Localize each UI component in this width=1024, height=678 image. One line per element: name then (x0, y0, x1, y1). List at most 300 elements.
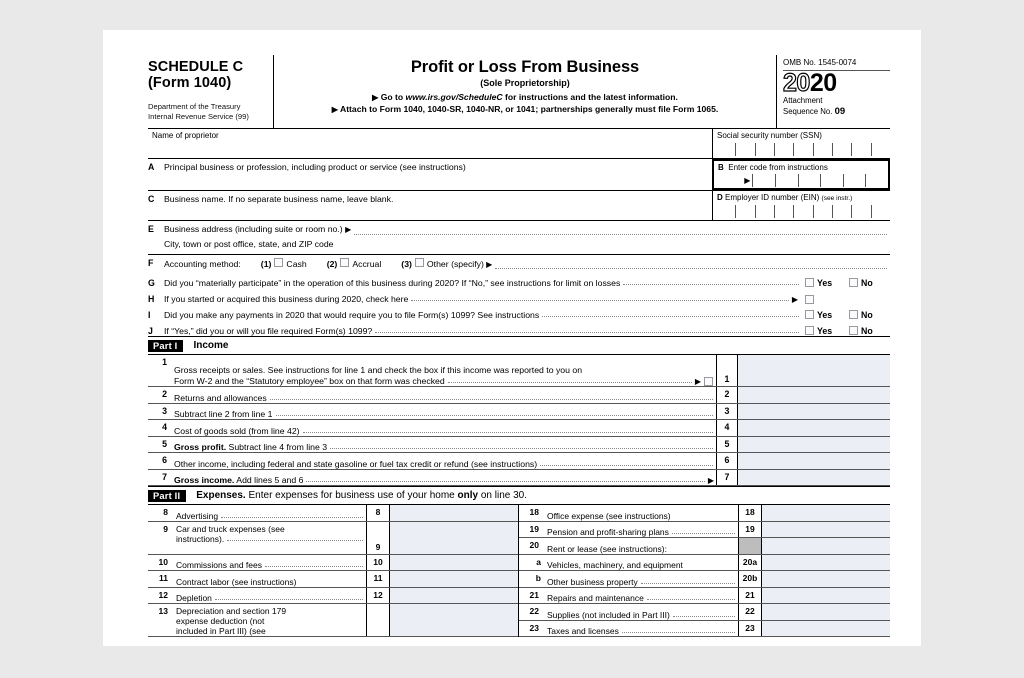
line-text (174, 404, 716, 420)
attach-text: Attach to Form 1040, 1040-SR, 1040-NR, or 1041; partnerships generally must file Form 1065. (339, 104, 719, 114)
line-number: 4 (162, 422, 167, 432)
line-e-row[interactable] (148, 221, 890, 238)
dotted-fill (227, 540, 363, 541)
line-text-2: Form W-2 and the “Statutory employee” box on that form was checked (174, 376, 445, 386)
name-ssn-row (148, 129, 890, 159)
part2-columns (148, 505, 890, 637)
ssn-cell[interactable] (774, 143, 793, 156)
line-text-row2 (174, 376, 716, 386)
expense-amount-21[interactable] (762, 588, 890, 604)
option-2-label: Accrual (352, 259, 382, 269)
dotted-fill (647, 599, 735, 600)
dotted-fill (672, 533, 735, 534)
no-label: No (861, 310, 873, 320)
expense-box-number: 20b (738, 571, 762, 587)
question-row-h (148, 288, 890, 304)
line-a-row (148, 159, 890, 191)
line-c-field[interactable] (148, 191, 712, 220)
header-center (273, 55, 777, 128)
expense-box-number: 8 (366, 505, 390, 521)
income-line-6 (148, 453, 890, 470)
expense-box-number (738, 538, 762, 554)
part2-title (196, 490, 527, 501)
tax-year (783, 71, 890, 96)
income-line-3 (148, 404, 890, 421)
expense-line-13 (148, 604, 518, 637)
part1-title: Income (193, 340, 229, 351)
dotted-fill (622, 632, 735, 633)
dotted-fill (215, 599, 363, 600)
expense-number: 11 (159, 573, 168, 583)
year-block (783, 70, 890, 118)
accounting-method-group (164, 258, 492, 272)
attach-line (280, 104, 770, 114)
expense-line-9 (148, 522, 518, 555)
expense-line-10 (148, 555, 518, 572)
expense-amount-12[interactable] (390, 588, 518, 604)
expense-amount-9[interactable] (390, 522, 518, 554)
expense-line-23 (519, 621, 890, 638)
line-d-label (717, 193, 890, 202)
right-arrow-icon: ▶ (483, 260, 493, 269)
expense-line-18 (519, 505, 890, 522)
expense-line-b (519, 571, 890, 588)
department-block (148, 102, 273, 121)
dotted-fill (306, 481, 704, 482)
sequence-label: Sequence No. (783, 106, 833, 116)
line-c-row (148, 191, 890, 221)
expense-number: 12 (158, 589, 168, 600)
part2-title-only: only (457, 490, 479, 501)
line-number: 6 (162, 455, 167, 465)
right-arrow-icon: ▶ (791, 295, 798, 304)
ssn-label: Social security number (SSN) (717, 131, 822, 140)
line-text (174, 387, 716, 403)
expense-text (545, 505, 738, 521)
line-c-text: Business name. If no separate business name, leave blank. (164, 194, 394, 204)
line-bold-lead: Gross profit. (174, 442, 227, 452)
expense-amount-10[interactable] (390, 555, 518, 571)
part1-tag: Part I (148, 340, 183, 352)
expense-number: 13 (158, 606, 168, 616)
proprietor-name-label: Name of proprietor (152, 131, 219, 140)
expense-box-number: 19 (738, 522, 762, 538)
expense-text (545, 538, 738, 554)
ssn-cell[interactable] (793, 143, 812, 156)
amount-field-6[interactable] (738, 453, 890, 469)
ssn-cells[interactable] (717, 143, 890, 156)
question-j-yes-checkbox[interactable] (805, 326, 814, 335)
expense-amount-20b[interactable] (762, 571, 890, 587)
yes-option[interactable] (802, 310, 846, 320)
line-a-field[interactable] (148, 159, 712, 190)
no-option[interactable] (846, 278, 890, 288)
ssn-cell[interactable] (717, 143, 735, 156)
expense-text (545, 604, 738, 620)
expense-text (174, 571, 366, 587)
income-line-2 (148, 387, 890, 404)
expense-number: 20 (529, 540, 539, 550)
goto-line (280, 92, 770, 102)
expense-text (545, 522, 738, 538)
expense-text-2-content: expense deduction (not (176, 616, 265, 626)
ein-cells[interactable] (717, 205, 890, 218)
expense-number: b (535, 573, 541, 583)
line-text-content: Gross income. Add lines 5 and 6 (174, 475, 304, 485)
schedule-letter: SCHEDULE C (148, 59, 244, 75)
yes-option[interactable] (802, 278, 846, 288)
line-e-spacer (148, 239, 164, 254)
dotted-fill (540, 465, 713, 466)
line-text-content: Other income, including federal and state gasoline or fuel tax credit or refund (see instructions) (174, 458, 538, 469)
dotted-fill (303, 432, 713, 433)
income-line-4 (148, 420, 890, 437)
code-arrow-icon: ▶ (744, 176, 751, 185)
dotted-fill (623, 284, 799, 285)
expense-amount-23[interactable] (762, 621, 890, 637)
question-row-i (148, 304, 890, 320)
line-d-text: Employer ID number (EIN) (725, 193, 820, 202)
expense-text (545, 555, 738, 571)
expense-line-19 (519, 522, 890, 539)
ein-cell[interactable] (755, 205, 774, 218)
income-line-7 (148, 470, 890, 487)
line-f-letter: F (148, 258, 154, 268)
goto-suffix: for instructions and the latest information. (502, 92, 678, 102)
amount-field-1[interactable] (738, 355, 890, 386)
right-arrow-icon: ▶ (331, 105, 338, 114)
line-bold-lead: Gross income. (174, 475, 235, 485)
part2-left-column (148, 505, 519, 637)
ssn-cell[interactable] (755, 143, 774, 156)
line-e-city-row[interactable] (148, 238, 890, 255)
proprietor-name-field[interactable] (148, 129, 712, 158)
expense-text-content: Supplies (not included in Part III) (547, 609, 670, 620)
dotted-fill (641, 583, 735, 584)
question-letter: G (148, 278, 155, 288)
yes-option[interactable] (802, 326, 846, 336)
line-box-number: 3 (716, 404, 738, 420)
checkbox-cell (802, 295, 890, 304)
expense-line-8 (148, 505, 518, 522)
statutory-employee-checkbox[interactable] (704, 377, 713, 386)
line-f-dotted-fill (495, 268, 887, 269)
line-text-content: Gross profit. Subtract line 4 from line 3 (174, 442, 328, 452)
dotted-fill (448, 382, 692, 383)
attachment-sequence (783, 96, 890, 118)
expense-text-2 (176, 534, 366, 544)
expense-text-content: Pension and profit-sharing plans (547, 527, 669, 537)
ein-cell[interactable] (871, 205, 890, 218)
line-text-row1: Gross receipts or sales. See instructions for line 1 and check the box if this income was reported to you on (174, 365, 583, 375)
expense-line-21 (519, 588, 890, 605)
expense-text (174, 522, 366, 554)
question-g-yes-checkbox[interactable] (805, 278, 814, 287)
line-e-block (148, 221, 890, 255)
ein-cell[interactable] (832, 205, 851, 218)
code-cell[interactable] (752, 174, 775, 187)
question-letter: J (148, 326, 153, 336)
expense-text-content: Commissions and fees (176, 560, 262, 570)
accounting-method-label: Accounting method: (164, 259, 241, 269)
dotted-fill (276, 415, 713, 416)
right-arrow-icon: ▶ (707, 476, 714, 485)
question-j-no-checkbox[interactable] (849, 326, 858, 335)
amount-field-2[interactable] (738, 387, 890, 403)
expense-text (545, 621, 738, 637)
expense-line-12 (148, 588, 518, 605)
expense-text-content: Advertising (176, 510, 219, 521)
question-letter: I (148, 310, 151, 320)
question-text: Did you “materially participate” in the operation of this business during 2020? If “No,” see instructions for limit on losses (164, 278, 621, 288)
dotted-fill (330, 448, 713, 449)
dotted-fill (375, 332, 799, 333)
ssn-cell[interactable] (735, 143, 754, 156)
line-a-letter: A (148, 162, 155, 172)
line-box-number: 5 (716, 437, 738, 453)
expense-number: a (536, 556, 541, 567)
page-title: Profit or Loss From Business (410, 58, 640, 76)
expense-box-number: 10 (366, 555, 390, 571)
ssn-cell[interactable] (832, 143, 851, 156)
dotted-fill (411, 300, 788, 301)
option-1-label: Cash (286, 259, 307, 269)
line-c-letter: C (148, 194, 155, 204)
dotted-fill (542, 316, 799, 317)
question-i-yes-checkbox[interactable] (805, 310, 814, 319)
header-right (777, 55, 890, 128)
expense-line-11 (148, 571, 518, 588)
ssn-field[interactable] (712, 129, 890, 158)
dept-line-1: Department of the Treasury (148, 102, 241, 112)
line-text (174, 355, 716, 386)
expense-text-content: Taxes and licenses (547, 626, 619, 636)
questions-block (148, 272, 890, 336)
expense-box-number: 11 (366, 571, 390, 587)
line-number: 3 (162, 405, 167, 416)
line-text (174, 453, 716, 469)
header-left (148, 55, 273, 128)
amount-field-7[interactable] (738, 470, 890, 486)
line-e-letter: E (148, 224, 154, 234)
year-first-half: 20 (783, 69, 810, 97)
expense-text-2-content: instructions). (176, 533, 225, 544)
yes-no-group (802, 278, 890, 288)
expense-text-1: Depreciation and section 179 (176, 606, 287, 616)
expense-text-3: included in Part III) (see (176, 626, 266, 636)
expense-text (174, 604, 366, 636)
line-d-letter: D (717, 193, 723, 202)
expense-amount-8[interactable] (390, 505, 518, 521)
ssn-cell[interactable] (851, 143, 870, 156)
line-box-number: 2 (716, 387, 738, 403)
line-f-row (148, 255, 890, 272)
line-box-number: 6 (716, 453, 738, 469)
expense-text-content: Office expense (see instructions) (547, 510, 671, 521)
expense-line-22 (519, 604, 890, 621)
part1-lines (148, 355, 890, 486)
no-label: No (861, 278, 873, 288)
expense-text-content: Depletion (176, 593, 212, 603)
ein-cell[interactable] (851, 205, 870, 218)
expense-box-number: 18 (738, 505, 762, 521)
line-d-note: (see instr.) (821, 195, 853, 202)
expense-amount-19[interactable] (762, 522, 890, 538)
line-number: 2 (162, 389, 167, 399)
code-cell[interactable] (820, 174, 843, 187)
question-g-no-checkbox[interactable] (849, 278, 858, 287)
dotted-fill (673, 616, 735, 617)
dotted-fill (221, 517, 363, 518)
expense-line-20 (519, 538, 890, 555)
ssn-cell[interactable] (813, 143, 832, 156)
expense-amount-11[interactable] (390, 571, 518, 587)
line-b-label (718, 163, 888, 172)
question-letter: H (148, 294, 155, 304)
line-box-number: 7 (716, 470, 738, 486)
question-i-no-checkbox[interactable] (849, 310, 858, 319)
schedule-title (148, 59, 273, 91)
form-reference: (Form 1040) (148, 75, 232, 92)
ein-cell[interactable] (813, 205, 832, 218)
question-row-j (148, 320, 890, 336)
option-3-label: Other (specify) (426, 259, 484, 269)
part2-title-rest-a: Enter expenses for business use of your home (245, 490, 458, 501)
attachment-label: Attachment (783, 96, 823, 105)
yes-no-group (802, 326, 890, 336)
line-b-letter: B (718, 163, 724, 172)
code-cell[interactable] (775, 174, 798, 187)
ein-cell[interactable] (735, 205, 754, 218)
expense-number: 19 (529, 523, 539, 534)
dept-line-2: Internal Revenue Service (99) (148, 112, 249, 122)
expense-box-number: 21 (738, 588, 762, 604)
right-arrow-icon: ▶ (372, 93, 379, 102)
yes-label: Yes (817, 278, 833, 288)
code-cell[interactable] (843, 174, 866, 187)
line-e-dotted-fill (354, 234, 887, 235)
question-row-g (148, 272, 890, 288)
part2-tag: Part II (148, 490, 186, 502)
cash-checkbox[interactable] (274, 258, 283, 267)
other-checkbox[interactable] (415, 258, 424, 267)
part2-title-bold: Expenses. (196, 490, 246, 501)
question-h-checkbox[interactable] (805, 295, 814, 304)
expense-text-2 (176, 616, 366, 626)
expense-text (174, 555, 366, 571)
line-text (174, 437, 716, 453)
line-box-number: 1 (716, 355, 738, 386)
ein-cell[interactable] (793, 205, 812, 218)
form-header (148, 55, 890, 129)
expense-amount-20a[interactable] (762, 555, 890, 571)
question-text: If you started or acquired this business during 2020, check here (164, 294, 409, 304)
line-b-text: Enter code from instructions (728, 163, 828, 172)
code-cell[interactable] (865, 174, 888, 187)
expense-amount-22[interactable] (762, 604, 890, 620)
amount-field-4[interactable] (738, 420, 890, 436)
income-line-5 (148, 437, 890, 454)
code-cell[interactable] (798, 174, 821, 187)
expense-number: 10 (158, 556, 168, 567)
line-text (174, 420, 716, 436)
part2-right-column (519, 505, 890, 637)
line-d-ein-field[interactable] (712, 191, 890, 220)
ssn-cell[interactable] (871, 143, 890, 156)
ein-cell[interactable] (717, 205, 735, 218)
omb-number: OMB No. 1545-0074 (783, 58, 857, 67)
part2-header (148, 486, 890, 505)
expense-number: 18 (529, 507, 539, 517)
no-option[interactable] (846, 310, 890, 320)
business-code-cells[interactable] (718, 174, 888, 187)
expense-text-content: Rent or lease (see instructions): (547, 543, 667, 554)
expense-text (545, 571, 738, 587)
ein-cell[interactable] (774, 205, 793, 218)
expense-number: 9 (163, 523, 168, 534)
line-number: 5 (162, 438, 167, 449)
expense-box-number: 20a (738, 555, 762, 571)
expense-amount-13[interactable] (390, 604, 518, 636)
dotted-fill (265, 566, 363, 567)
line-text (174, 470, 716, 486)
expense-number: 22 (529, 606, 539, 616)
right-arrow-icon: ▶ (345, 225, 352, 234)
expense-box-number: 23 (738, 621, 762, 637)
expense-text (545, 588, 738, 604)
schedule-c-form (148, 55, 890, 637)
question-text: Did you make any payments in 2020 that would require you to file Form(s) 1099? See instructions (164, 310, 540, 320)
year-second-half: 20 (809, 69, 837, 97)
line-text-content: Subtract line 2 from line 1 (174, 409, 273, 419)
line-number: 7 (162, 471, 167, 482)
option-3-num: (3) (401, 259, 412, 269)
goto-prefix: Go to (380, 92, 406, 102)
expense-text-content: Other business property (547, 576, 638, 587)
line-e-text: Business address (including suite or room no.) ▶ (164, 224, 352, 234)
expense-text-content: Contract labor (see instructions) (176, 576, 297, 587)
line-e-text-2: City, town or post office, state, and ZIP code (164, 239, 334, 249)
expense-text-1: Car and truck expenses (see (176, 523, 285, 534)
no-option[interactable] (846, 326, 890, 336)
amount-field-3[interactable] (738, 404, 890, 420)
expense-amount-18[interactable] (762, 505, 890, 521)
yes-no-group (802, 310, 890, 320)
expense-text (174, 505, 366, 521)
amount-field-5[interactable] (738, 437, 890, 453)
dotted-fill (270, 399, 713, 400)
expense-number: 21 (529, 589, 539, 600)
line-b-code-box[interactable] (712, 159, 890, 190)
line-number: 1 (162, 357, 167, 367)
accrual-checkbox[interactable] (340, 258, 349, 267)
yes-label: Yes (817, 310, 833, 320)
expense-box-number: 12 (366, 588, 390, 604)
line-a-text: Principal business or profession, including product or service (see instructions) (164, 162, 466, 172)
expense-text (174, 588, 366, 604)
yes-label: Yes (817, 326, 833, 336)
part2-title-rest-b: on line 30. (478, 490, 528, 501)
right-arrow-icon: ▶ (694, 377, 701, 386)
line-box-number: 4 (716, 420, 738, 436)
expense-line-a (519, 555, 890, 572)
income-line-1 (148, 355, 890, 387)
question-text: If “Yes,” did you or will you file required Form(s) 1099? (164, 326, 373, 336)
expense-number: 8 (163, 507, 168, 517)
expense-amount-20[interactable] (762, 538, 890, 554)
irs-url[interactable]: www.irs.gov/ScheduleC (405, 92, 503, 102)
expense-box-number: 9 (366, 522, 390, 554)
